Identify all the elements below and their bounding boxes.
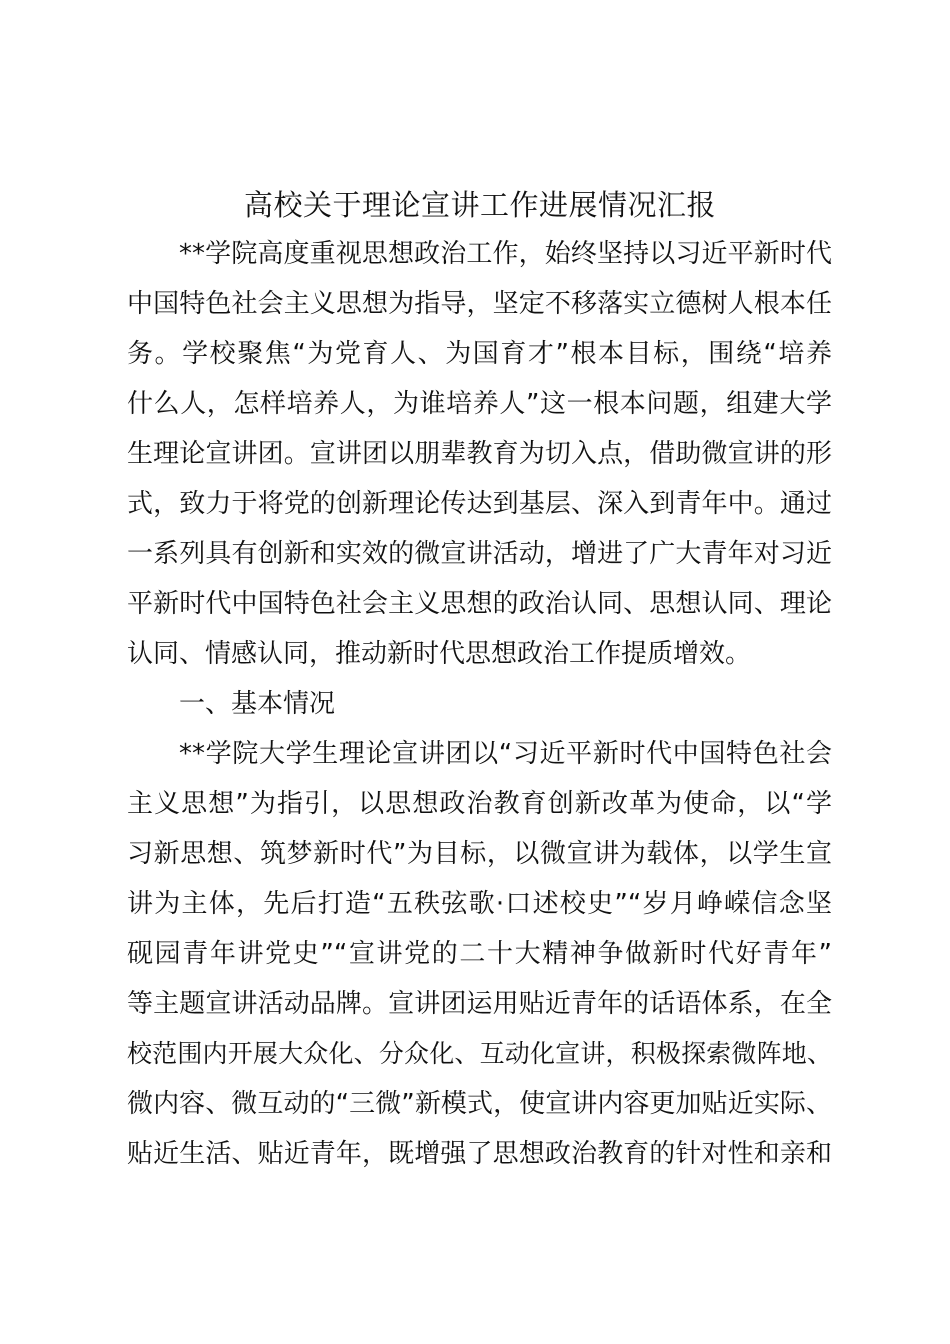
paragraph-2-line: 主义思想”为指引，以思想政治教育创新改革为使命，以“学 bbox=[127, 789, 832, 819]
paragraph-2-line: 贴近生活、贴近青年，既增强了思想政治教育的针对性和亲和 bbox=[127, 1139, 832, 1169]
paragraph-1-line: 生理论宣讲团。宣讲团以朋辈教育为切入点，借助微宣讲的形 bbox=[127, 439, 832, 469]
paragraph-2-line: 等主题宣讲活动品牌。宣讲团运用贴近青年的话语体系，在全 bbox=[127, 989, 832, 1019]
paragraph-1-line: 中国特色社会主义思想为指导，坚定不移落实立德树人根本任 bbox=[127, 289, 832, 319]
paragraph-2-line: 讲为主体，先后打造“五秩弦歌·口述校史”“岁月峥嵘信念坚 bbox=[127, 889, 832, 919]
paragraph-2-line: **学院大学生理论宣讲团以“习近平新时代中国特色社会 bbox=[179, 739, 832, 769]
paragraph-1-line: 认同、情感认同，推动新时代思想政治工作提质增效。 bbox=[127, 639, 752, 669]
paragraph-2-line: 习新思想、筑梦新时代”为目标，以微宣讲为载体，以学生宣 bbox=[127, 839, 832, 869]
paragraph-1-line: 式，致力于将党的创新理论传达到基层、深入到青年中。通过 bbox=[127, 489, 832, 519]
paragraph-2-line: 砚园青年讲党史”“宣讲党的二十大精神争做新时代好青年” bbox=[127, 939, 832, 969]
section-heading: 一、基本情况 bbox=[179, 689, 336, 719]
paragraph-2-line: 校范围内开展大众化、分众化、互动化宣讲，积极探索微阵地、 bbox=[127, 1039, 832, 1068]
paragraph-1-line: **学院高度重视思想政治工作，始终坚持以习近平新时代 bbox=[179, 239, 832, 269]
paragraph-1-line: 平新时代中国特色社会主义思想的政治认同、思想认同、理论 bbox=[127, 589, 832, 619]
paragraph-1-line: 务。学校聚焦“为党育人、为国育才”根本目标，围绕“培养 bbox=[127, 339, 832, 369]
document-title: 高校关于理论宣讲工作进展情况汇报 bbox=[243, 188, 716, 222]
paragraph-1-line: 什么人，怎样培养人，为谁培养人”这一根本问题，组建大学 bbox=[127, 389, 832, 419]
paragraph-2-line: 微内容、微互动的“三微”新模式，使宣讲内容更加贴近实际、 bbox=[127, 1089, 832, 1119]
paragraph-1-line: 一系列具有创新和实效的微宣讲活动，增进了广大青年对习近 bbox=[127, 539, 832, 569]
